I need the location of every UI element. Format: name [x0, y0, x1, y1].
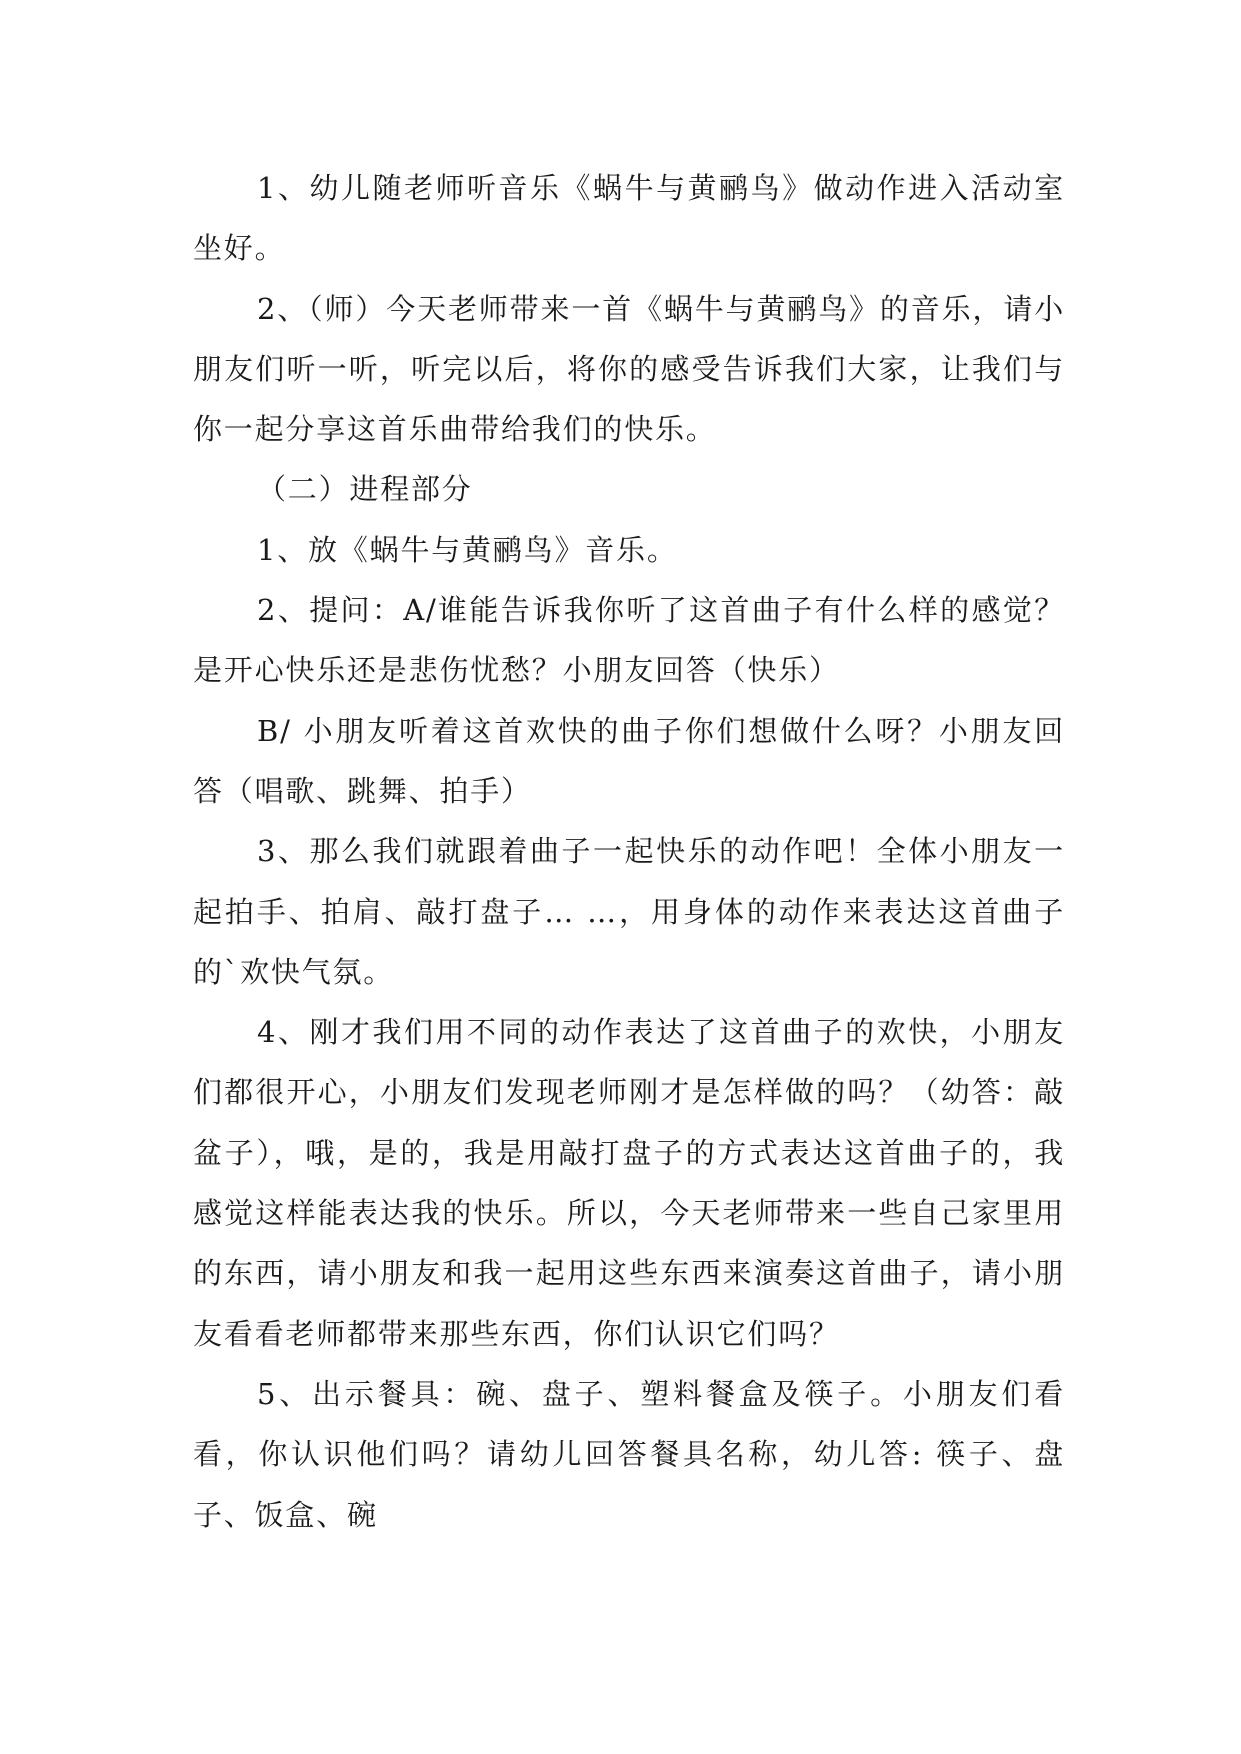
- paragraph-3: 1、放《蜗牛与黄鹂鸟》音乐。: [257, 532, 678, 567]
- paragraph-5: B/ 小朋友听着这首欢快的曲子你们想做什么呀？小朋友回答（唱歌、跳舞、拍手）: [193, 713, 1065, 808]
- paragraph-8: 5、出示餐具：碗、盘子、塑料餐盒及筷子。小朋友们看看，你认识他们吗？请幼儿回答餐具名称，幼儿答: 筷子、盘子、饭盒、碗: [193, 1376, 1065, 1532]
- paragraph-2: 2、（师）今天老师带来一首《蜗牛与黄鹂鸟》的音乐，请小朋友们听一听，听完以后，将你的感受告诉我们大家，让我们与你一起分享这首乐曲带给我们的快乐。: [193, 291, 1065, 447]
- paragraph-6: 3、那么我们就跟着曲子一起快乐的动作吧！全体小朋友一起拍手、拍肩、敲打盘子… …，用身体的动作来表达这首曲子的`欢快气氛。: [193, 834, 1065, 989]
- paragraph-7: 4、刚才我们用不同的动作表达了这首曲子的欢快，小朋友们都很开心，小朋友们发现老师刚才是怎样做的吗？（幼答：敲盆子），哦，是的，我是用敲打盘子的方式表达这首曲子的，我感觉这样能表达我的快乐。所以，今天老师带来一些自己家里用的东西，请小朋友和我一起用这些东西来演奏这首曲子，请小朋友看看老师都带来那些东西，你们认识它们吗？: [193, 1015, 1065, 1351]
- paragraph-1: 1、幼儿随老师听音乐《蜗牛与黄鹂鸟》做动作进入活动室坐好。: [193, 171, 1065, 266]
- document-body: [193, 158, 1065, 1545]
- section-heading: （二）进程部分: [257, 472, 473, 507]
- paragraph-4: 2、提问：A/谁能告诉我你听了这首曲子有什么样的感觉？是开心快乐还是悲伤忧愁？小朋友回答（快乐）: [193, 593, 1065, 688]
